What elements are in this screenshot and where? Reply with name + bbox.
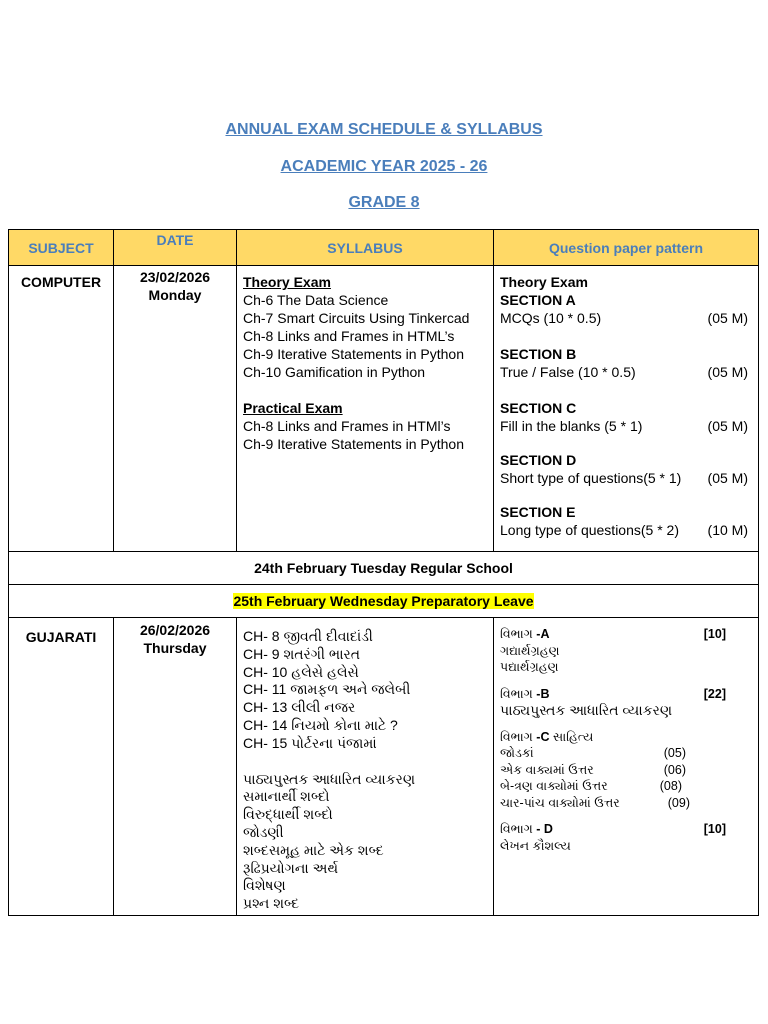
grammar-item: જોડણી xyxy=(243,823,284,840)
header-syllabus: SYLLABUS xyxy=(237,230,494,266)
gujarati-row xyxy=(9,618,759,916)
vibhag-letter: - D xyxy=(536,822,553,836)
vibhag-marks: [22] xyxy=(703,686,726,701)
syllabus-item: Ch-9 Iterative Statements in Python xyxy=(243,346,464,362)
practical-exam-heading: Practical Exam xyxy=(243,400,343,416)
section-desc: Short type of questions(5 * 1) xyxy=(500,470,682,486)
section-desc: MCQs (10 * 0.5) xyxy=(500,310,602,326)
vibhag-letter: -B xyxy=(536,686,550,701)
vibhag-item: ચાર-પાંચ વાક્યોમાં ઉત્તર xyxy=(500,795,620,810)
vibhag-label: વિભાગ xyxy=(500,686,533,701)
syllabus-item: Ch-6 The Data Science xyxy=(243,292,389,308)
theory-exam-heading: Theory Exam xyxy=(243,274,331,290)
header-subject: SUBJECT xyxy=(9,230,114,266)
chapter-item: CH- 8 જીવતી દીવાદાંડી xyxy=(243,628,373,644)
vibhag-item-marks: (09) xyxy=(667,795,690,810)
vibhag-item-marks: (08) xyxy=(659,779,682,793)
notice-row-leave xyxy=(9,585,759,618)
vibhag-item: લેખન કૌશલ્ય xyxy=(500,838,571,853)
vibhag-item: જોડકાં xyxy=(500,746,534,760)
computer-day: Monday xyxy=(148,287,202,303)
section-desc: Fill in the blanks (5 * 1) xyxy=(500,418,643,434)
grammar-item: પ્રશ્ન શબ્દ xyxy=(243,895,300,912)
grammar-item: વિશેષણ xyxy=(243,877,286,894)
header-row xyxy=(9,230,759,266)
grammar-item: સમાનાર્થી શબ્દો xyxy=(243,788,330,805)
section-name: SECTION C xyxy=(500,400,577,416)
section-desc: True / False (10 * 0.5) xyxy=(500,364,636,380)
vibhag-item: પાઠ્યપુસ્તક આધારિત વ્યાકરણ xyxy=(500,702,673,718)
syllabus-item: Ch-9 Iterative Statements in Python xyxy=(243,436,464,452)
doc-title: ANNUAL EXAM SCHEDULE & SYLLABUS xyxy=(225,121,543,138)
notice-row-regular xyxy=(9,552,759,585)
chapter-item: CH- 13 લીલી નજર xyxy=(243,699,356,716)
section-name: SECTION A xyxy=(500,292,576,308)
computer-date: 23/02/2026 xyxy=(139,269,211,285)
section-desc: Long type of questions(5 * 2) xyxy=(500,522,680,538)
vibhag-item: બે-ત્રણ વાક્યોમાં ઉત્તર xyxy=(500,779,608,793)
gujarati-date: 26/02/2026 xyxy=(139,622,211,638)
vibhag-item-marks: (06) xyxy=(663,762,686,777)
grammar-item: પાઠ્યપુસ્તક આધારિત વ્યાકરણ xyxy=(243,770,416,787)
section-name: SECTION E xyxy=(500,504,576,520)
schedule-table xyxy=(8,229,759,916)
computer-row xyxy=(9,266,759,552)
section-name: SECTION B xyxy=(500,346,577,362)
vibhag-item: એક વાક્યમાં ઉત્તર xyxy=(500,762,594,777)
vibhag-marks: [10] xyxy=(703,822,726,836)
section-marks: (05 M) xyxy=(707,310,748,326)
vibhag-item-marks: (05) xyxy=(663,746,686,760)
section-marks: (05 M) xyxy=(707,418,748,434)
grammar-item: રૂઢિપ્રયોગના અર્થ xyxy=(243,859,339,876)
vibhag-item: પદ્યાર્થગ્રહણ xyxy=(500,660,559,674)
subject-computer: COMPUTER xyxy=(20,274,102,290)
vibhag-label: વિભાગ xyxy=(500,822,533,836)
section-marks: (05 M) xyxy=(707,364,748,380)
vibhag-label: વિભાગ xyxy=(500,729,533,744)
section-marks: (05 M) xyxy=(707,470,748,486)
syllabus-item: Ch-10 Gamification in Python xyxy=(243,364,426,380)
chapter-item: CH- 10 હલેસે હલેસે xyxy=(243,663,359,680)
header-date: DATE xyxy=(114,230,237,266)
chapter-item: CH- 14 નિયમો કોના માટે ? xyxy=(243,716,398,733)
chapter-item: CH- 9 શતરંગી ભારત xyxy=(243,645,361,662)
academic-year: ACADEMIC YEAR 2025 - 26 xyxy=(280,158,488,175)
syllabus-item: Ch-7 Smart Circuits Using Tinkercad xyxy=(243,310,470,326)
grammar-item: વિરુદ્ધાર્થી શબ્દો xyxy=(243,806,333,823)
pattern-heading: Theory Exam xyxy=(500,274,588,290)
syllabus-item: Ch-8 Links and Frames in HTMl’s xyxy=(243,418,451,434)
vibhag-letter: -A xyxy=(536,627,550,641)
section-name: SECTION D xyxy=(500,452,577,468)
vibhag-label: વિભાગ xyxy=(500,627,533,641)
notice-preparatory-leave: 25th February Wednesday Preparatory Leave xyxy=(233,593,534,609)
vibhag-item: ગદ્યાર્થગ્રહણ xyxy=(500,643,560,658)
header-pattern: Question paper pattern xyxy=(494,230,759,266)
chapter-item: CH- 11 જામફળ અને જલેબી xyxy=(243,681,411,698)
notice-regular-school: 24th February Tuesday Regular School xyxy=(9,552,759,585)
grade-title: GRADE 8 xyxy=(348,194,420,211)
vibhag-marks: [10] xyxy=(703,627,726,641)
section-marks: (10 M) xyxy=(707,522,748,538)
chapter-item: CH- 15 પોર્ટરના પંજામાં xyxy=(243,734,377,751)
gujarati-day: Thursday xyxy=(143,640,207,656)
vibhag-letter: -C xyxy=(536,729,550,744)
vibhag-extra: સાહિત્ય xyxy=(552,729,594,744)
syllabus-item: Ch-8 Links and Frames in HTML’s xyxy=(243,328,455,344)
grammar-item: શબ્દસમૂહ માટે એક શબ્દ xyxy=(243,841,384,858)
subject-gujarati: GUJARATI xyxy=(25,629,97,645)
